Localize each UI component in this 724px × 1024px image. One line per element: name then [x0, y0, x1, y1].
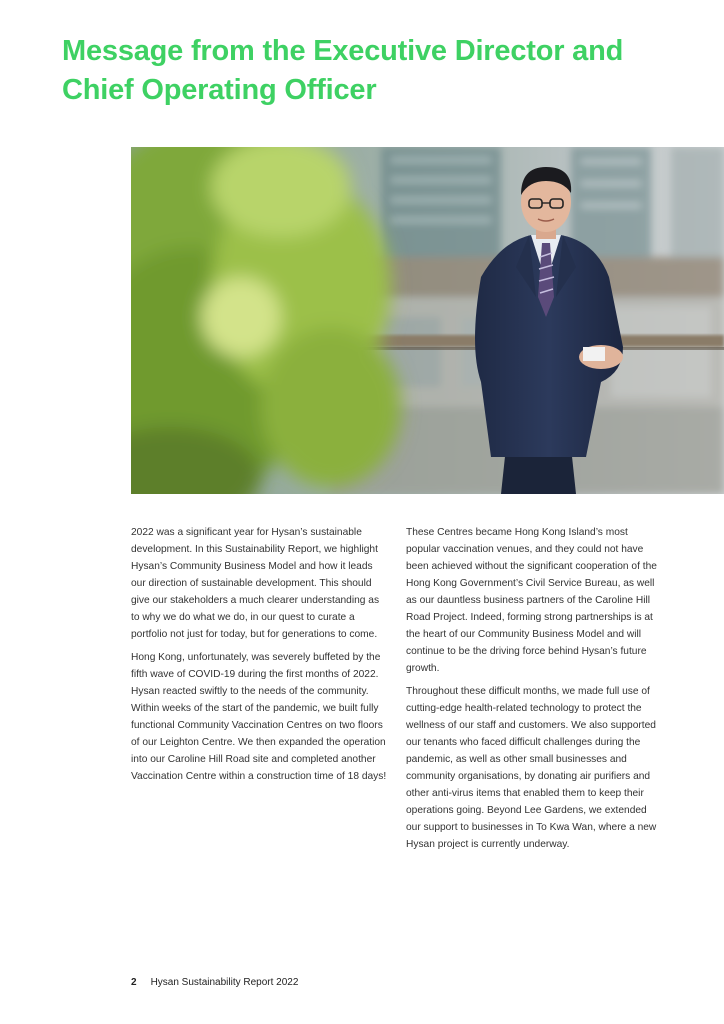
executive-portrait-photo: [131, 147, 724, 494]
paragraph: Hong Kong, unfortunately, was severely buffeted by the fifth wave of COVID-19 during the first months of 2022. Hysan reacted swiftly to the needs of the community. Within weeks of the start of the pandemic, we built fully functional Community Vaccination Centres on two floors of our Leighton Centre. We then expanded the operation into our Caroline Hill Road site and completed another Vaccination Centre within a construction time of 18 days!: [131, 652, 387, 782]
report-title: Hysan Sustainability Report 2022: [150, 977, 299, 988]
body-column-left: [131, 524, 389, 791]
paragraph: Throughout these difficult months, we made full use of cutting-edge health-related technology to protect the wellness of our staff and customers. We also supported our tenants who faced difficult challenges during the pandemic, as well as other small businesses and community organisations, by donating air purifiers and other anti-virus items that enabled them to keep their operations going. Beyond Lee Gardens, we extended our support to businesses in To Kwa Wan, where a new Hysan project is currently underway.: [406, 686, 657, 850]
body-column-right: [406, 524, 664, 859]
paragraph: 2022 was a significant year for Hysan’s sustainable development. In this Sustainability Report, we highlight Hysan’s Community Business Model and how it leads our direction of sustainable development. This should give our stakeholders a much clearer understanding as to why we do what we do, in our quest to curate a portfolio not just for today, but for generations to come.: [131, 527, 380, 640]
page-title: Message from the Executive Director and Chief Operating Officer: [62, 35, 624, 106]
page-footer: [131, 975, 298, 991]
paragraph: These Centres became Hong Kong Island’s most popular vaccination venues, and they could not have been achieved without the significant cooperation of the Hong Kong Government’s Civil Service Bureau, as well as our dauntless business partners of the Caroline Hill Road Project. Indeed, forming strong partnerships is at the heart of our Community Business Model and will continue to be the driving force behind Hysan’s future growth.: [406, 527, 657, 674]
page-number: 2: [131, 977, 137, 988]
